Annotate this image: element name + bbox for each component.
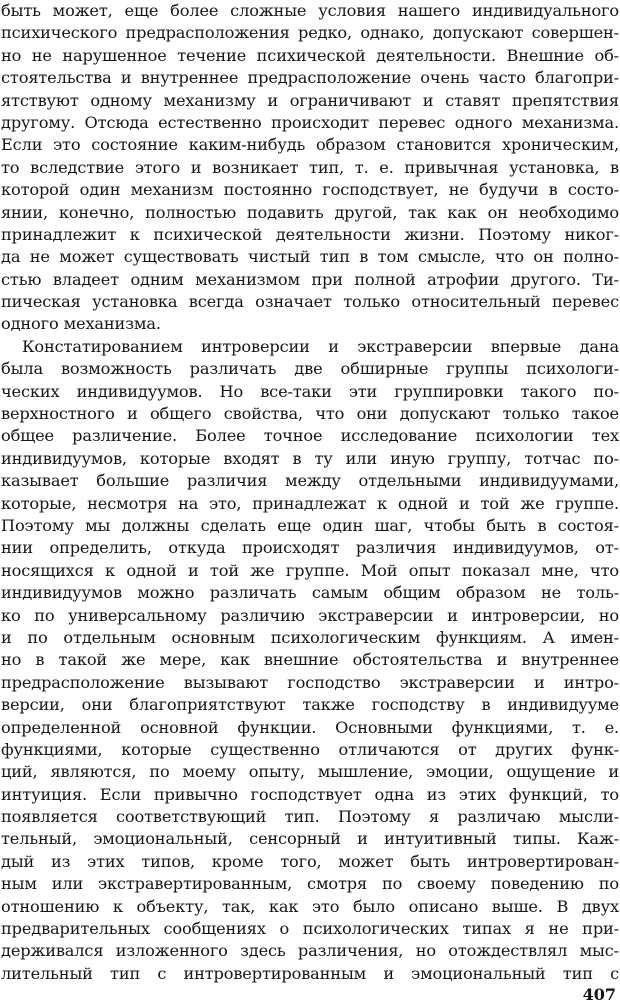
text-line: и по отдельным основным психологическим функциям. А имен-: [1, 627, 619, 647]
text-line: ческих индивидуумов. Но все-таки эти группировки такого по-: [1, 381, 619, 401]
text-line: верхностного и общего свойства, что они допускают только такое: [1, 404, 619, 424]
text-line: другому. Отсюда естественно происходит перевес одного механизма.: [1, 112, 619, 132]
text-line: ко по универсальному различию экстраверсии и интроверсии, но: [1, 605, 619, 625]
text-line: янии, конечно, полностью подавить другой, так как он необходимо: [1, 202, 619, 222]
text-line: психического предрасположения редко, однако, допускают совершен-: [1, 23, 619, 43]
text-line: интуиция. Если привычно господствует одна из этих функций, то: [1, 784, 619, 804]
text-line: казывает большие различия между отдельными индивидуумами,: [1, 471, 619, 491]
text-line: была возможность различать две обширные группы психологи-: [1, 359, 619, 379]
text-line: то вследствие этого и возникает тип, т. е. привычная установка, в: [1, 157, 619, 177]
text-line: принадлежит к психической деятельности жизни. Поэтому никог-: [1, 224, 619, 244]
text-line: носящихся к одной и той же группе. Мой опыт показал мне, что: [1, 560, 619, 580]
text-line: которые, несмотря на это, принадлежат к одной и той же группе.: [1, 493, 619, 513]
text-line: Если это состояние каким-нибудь образом становится хроническим,: [1, 135, 619, 155]
text-line: тельный, эмоциональный, сенсорный и интуитивный типы. Каж-: [1, 829, 619, 849]
text-line: ным или экстравертированным, смотря по своему поведению по: [1, 874, 619, 894]
text-line: пическая установка всегда означает только относительный перевес: [1, 292, 619, 312]
text-line: Поэтому мы должны сделать еще один шаг, чтобы быть в состоя-: [1, 515, 619, 535]
text-line: определенной основной функции. Основными функциями, т. е.: [1, 717, 619, 737]
text-line: общее различение. Более точное исследование психологии тех: [1, 426, 619, 446]
text-line: версии, они благоприятствуют также господству в индивидууме: [1, 695, 619, 715]
text-line: функциями, которые существенно отличаются от других функ-: [1, 739, 619, 759]
text-line: предрасположение вызывают господство экстраверсии и интро-: [1, 672, 619, 692]
text-line: стоятельства и внутреннее предрасположение очень часто благопри-: [1, 68, 619, 88]
text-line: да не может существовать чистый тип в том смысле, что он полно-: [1, 247, 619, 267]
text-line: быть может, еще более сложные условия нашего индивидуального: [1, 1, 619, 20]
body-text: [1, 0, 619, 985]
text-line: стью владеет одним механизмом при полной атрофии другого. Ти-: [1, 269, 619, 289]
text-line: лительный тип с интровертированным и эмоциональный тип с: [1, 963, 619, 983]
paragraph-first-line: Констатированием интроверсии и экстраверсии впервые дана: [22, 336, 619, 356]
text-line: индивидуумов, которые входят в ту или иную группу, тотчас по-: [1, 448, 619, 468]
text-line: появляется соответствующий тип. Поэтому я различаю мысли-: [1, 807, 619, 827]
text-line: которой один механизм постоянно господствует, не будучи в состо-: [1, 180, 619, 200]
text-line: держивался изложенного здесь различения, но отождествлял мыс-: [1, 941, 619, 961]
text-line: ций, являются, по моему опыту, мышление, эмоции, ощущение и: [1, 762, 619, 782]
text-line: ятствуют одному механизму и ограничивают и ставят препятствия: [1, 90, 619, 110]
text-line: индивидуумов можно различать самым общим образом не толь-: [1, 583, 619, 603]
text-line: но в такой же мере, как внешние обстоятельства и внутреннее: [1, 650, 619, 670]
text-line: отношению к объекту, так, как это было описано выше. В двух: [1, 896, 619, 916]
text-line: но не нарушенное течение психической деятельности. Внешние об-: [1, 45, 619, 65]
text-line: предварительных сообщениях о психологических типах я не при-: [1, 919, 619, 939]
text-line: дый из этих типов, кроме того, может быть интровертирован-: [1, 851, 619, 871]
paragraph-end-line: одного механизма.: [1, 314, 161, 334]
page-number: 407: [582, 985, 616, 1004]
text-line: нии определить, откуда происходят различия индивидуумов, от-: [1, 538, 619, 558]
